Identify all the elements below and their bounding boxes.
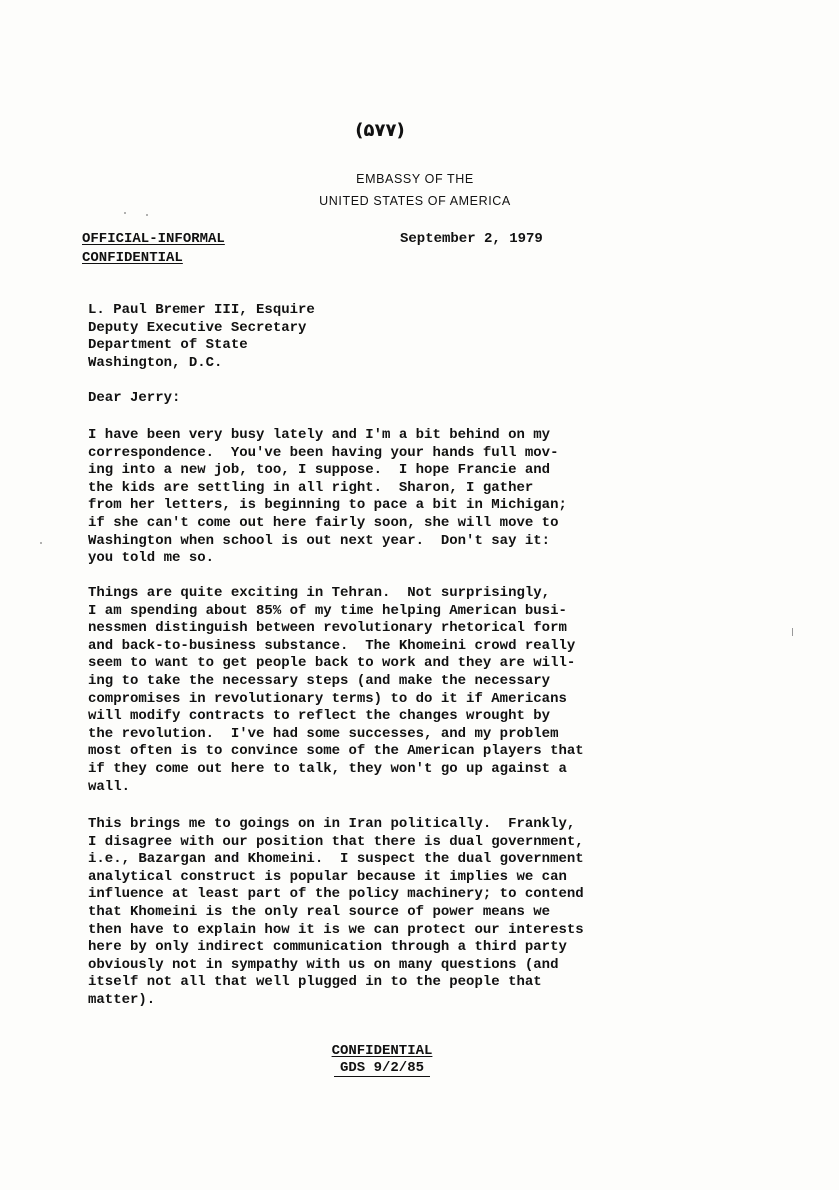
letter-date: September 2, 1979 — [400, 231, 543, 247]
footer-classification — [0, 1043, 764, 1077]
scan-speck — [146, 214, 148, 216]
classification-confidential: CONFIDENTIAL — [82, 250, 183, 266]
salutation: Dear Jerry: — [88, 390, 181, 406]
paragraph-business: Things are quite exciting in Tehran. Not surprisingly, I am spending about 85% of my time helping American busi- nessmen distinguish between revolutionary rhetorical form and back-to-business substance. The Khomeini crowd really seem to want to get people back to work and they are will- ing to take the necessary steps (and make the necessary compromises in revolutionary terms) to do it if Americans will modify contracts to reflect the changes wrought by the revolution. I've had some successes, and my problem most often is to convince some of the American players that if they come out here to talk, they won't go up against a wall. — [88, 585, 584, 795]
scan-speck — [792, 628, 793, 636]
footer-confidential: CONFIDENTIAL — [331, 1043, 433, 1059]
letterhead — [0, 168, 830, 212]
letterhead-line-embassy: EMBASSY OF THE — [356, 172, 474, 186]
scan-speck — [40, 542, 42, 544]
paragraph-politics: This brings me to goings on in Iran politically. Frankly, I disagree with our position that there is dual government, i.e., Bazargan and Khomeini. I suspect the dual government analytical construct is popular because it implies we can influence at least part of the policy machinery; to contend that Khomeini is the only real source of power means we then have to explain how it is we can protect our interests here by only indirect communication through a third party obviously not in sympathy with us on many questions (and itself not all that well plugged in to the people that matter). — [88, 816, 584, 1008]
page-number: (۵۷۷) — [355, 120, 405, 141]
paragraph-personal: I have been very busy lately and I'm a bit behind on my correspondence. You've been having your hands full mov- ing into a new job, too, I suppose. I hope Francie and the kids are settling in all right. Sharon, I gather from her letters, is beginning to pace a bit in Michigan; if she can't come out here fairly soon, she will move to Washington when school is out next year. Don't say it: you told me so. — [88, 427, 567, 567]
classification-header — [82, 230, 225, 268]
footer-declassification-date: GDS 9/2/85 — [334, 1060, 430, 1077]
scan-speck — [124, 212, 126, 214]
letterhead-line-country: UNITED STATES OF AMERICA — [319, 194, 511, 208]
addressee-block: L. Paul Bremer III, Esquire Deputy Executive Secretary Department of State Washington, D.C. — [88, 302, 315, 371]
classification-official-informal: OFFICIAL-INFORMAL — [82, 231, 225, 247]
